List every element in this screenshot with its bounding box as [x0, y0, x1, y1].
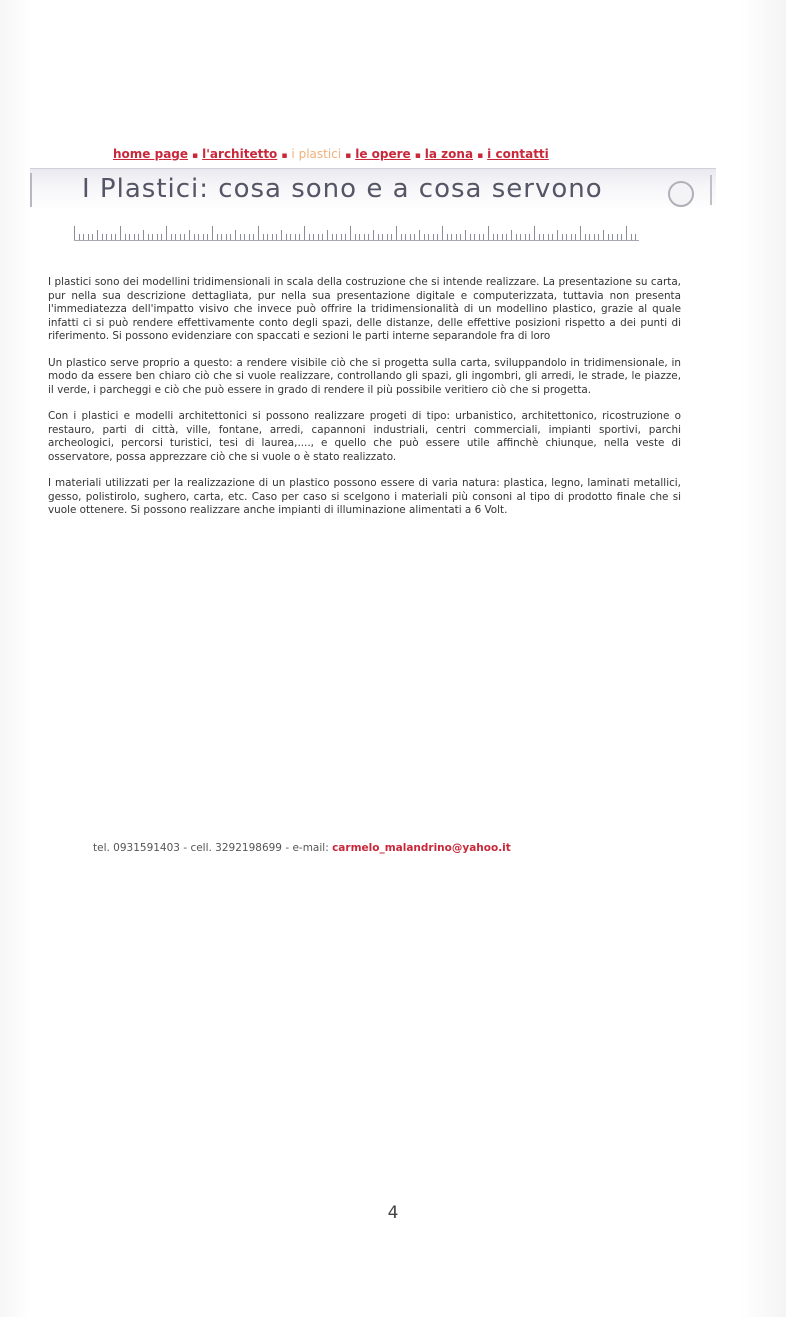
ruler-tick [382, 234, 383, 240]
ruler-tick [88, 234, 89, 240]
ruler-tick [433, 234, 434, 240]
ruler-tick [83, 234, 84, 240]
ruler-tick [97, 230, 98, 240]
ruler-tick [368, 234, 369, 240]
ruler-tick [249, 234, 250, 240]
main-content [48, 276, 681, 531]
ruler-tick [401, 234, 402, 240]
ruler-tick [451, 234, 452, 240]
ruler-tick [152, 234, 153, 240]
contact-info: tel. 0931591403 - cell. 3292198699 - e-mail: [93, 842, 329, 854]
ruler-tick [506, 234, 507, 240]
ruler-tick [111, 234, 112, 240]
ruler-tick [447, 234, 448, 240]
ruler-tick [240, 234, 241, 240]
nav-link-zona[interactable]: la zona [424, 147, 474, 161]
nav-link-opere[interactable]: le opere [355, 147, 411, 161]
ruler-tick [327, 230, 328, 240]
ruler-tick [189, 230, 190, 240]
ruler-tick [497, 234, 498, 240]
ruler-tick [387, 234, 388, 240]
ruler-tick [460, 234, 461, 240]
nav-link-home-page[interactable]: home page [113, 147, 189, 161]
ruler-tick [180, 234, 181, 240]
ruler-tick [272, 234, 273, 240]
ruler-tick [106, 234, 107, 240]
ruler-tick [332, 234, 333, 240]
ruler-tick [148, 234, 149, 240]
ruler-tick [617, 234, 618, 240]
ruler-tick [575, 234, 576, 240]
ruler-tick [456, 234, 457, 240]
ruler-tick [557, 230, 558, 240]
ruler-tick [603, 230, 604, 240]
ruler-tick [552, 234, 553, 240]
ruler-tick [529, 234, 530, 240]
ruler-tick [543, 234, 544, 240]
ruler-tick [585, 234, 586, 240]
ruler-tick [207, 234, 208, 240]
ruler-tick [230, 234, 231, 240]
ruler-tick [226, 234, 227, 240]
ruler-tick [612, 234, 613, 240]
ruler-tick [276, 234, 277, 240]
ruler-tick [621, 234, 622, 240]
ruler-tick [92, 234, 93, 240]
content-paragraph: I plastici sono dei modellini tridimensionali in scala della costruzione che si intende realizzare. La presentazione su carta, pur nella sua descrizione dettagliata, pur nella sua presentazione digitale e computerizzata, tuttavia non presenta l'immediatezza dell'impatto visivo che invece può offrire la tridimensionalità di un modellino plastico, grazie al quale infatti ci si può rendere effettivamente conto degli spazi, delle distanze, delle effettive posizioni rispetto a dei punti di riferimento. Si possono evidenziare con spaccati e sezioni le parti interne separandole fra di loro [48, 276, 681, 342]
ruler-tick [299, 234, 300, 240]
ruler-tick [345, 234, 346, 240]
ruler-tick [157, 234, 158, 240]
ruler-tick [350, 226, 351, 240]
content-paragraph: Un plastico serve proprio a questo: a rendere visibile ciò che si progetta sulla carta, sviluppandolo in tridimensionale, in modo da essere ben chiaro ciò che si vuole realizzare, controllando gli spazi, gli ingombri, gli arredi, le strade, le piazze, il verde, i parcheggi e ciò che può essere in grado di rendere il più possibile veritiero ciò che si progetta. [48, 356, 681, 396]
ruler-tick [175, 234, 176, 240]
ruler-tick [258, 226, 259, 240]
ruler-tick [608, 234, 609, 240]
ruler-tick [217, 234, 218, 240]
ruler-tick [129, 234, 130, 240]
ruler-tick [373, 230, 374, 240]
ruler-tick [442, 226, 443, 240]
ruler-tick [437, 234, 438, 240]
ruler-tick [589, 234, 590, 240]
ruler-tick [125, 234, 126, 240]
ruler-tick [198, 234, 199, 240]
ruler-tick [470, 234, 471, 240]
ruler-tick [253, 234, 254, 240]
ruler-tick [341, 234, 342, 240]
nav-separator: ▪ [281, 151, 288, 161]
ruler-tick [493, 234, 494, 240]
ruler-tick [419, 230, 420, 240]
nav-link-contatti[interactable]: i contatti [487, 147, 549, 161]
ruler-tick [534, 226, 535, 240]
nav-separator: ▪ [192, 151, 199, 161]
ruler-tick [580, 226, 581, 240]
ruler-tick [138, 234, 139, 240]
ruler-tick [336, 234, 337, 240]
ruler-tick [194, 234, 195, 240]
ruler-tick [396, 226, 397, 240]
content-paragraph: Con i plastici e modelli architettonici si possono realizzare progeti di tipo: urbanistico, architettonico, ricostruzione o restauro, parti di città, ville, fontane, arredi, capannoni industriali, centri commerciali, impianti sportivi, parchi archeologici, percorsi turistici, tesi di laurea,...., e quello che può essere utile affinchè chiunque, nella veste di osservatore, possa apprezzare ciò che si vuole o è stato realizzato. [48, 410, 681, 463]
ruler-tick [520, 234, 521, 240]
nav-link-plastici[interactable]: i plastici [291, 147, 342, 161]
ruler-tick [263, 234, 264, 240]
ruler-decoration [74, 222, 639, 241]
banner-left-edge [30, 173, 32, 207]
banner-right-edge [710, 175, 712, 205]
ruler-tick [474, 234, 475, 240]
ruler-tick [212, 226, 213, 240]
ruler-tick [483, 234, 484, 240]
ruler-tick [502, 234, 503, 240]
ruler-tick [143, 230, 144, 240]
top-navigation [113, 147, 633, 161]
page-title: I Plastici: cosa sono e a cosa servono [82, 174, 603, 204]
ruler-tick [309, 234, 310, 240]
ruler-tick [290, 234, 291, 240]
ruler-tick [355, 234, 356, 240]
ruler-tick [465, 230, 466, 240]
ruler-tick [405, 234, 406, 240]
ruler-tick [286, 234, 287, 240]
ruler-tick [74, 226, 75, 240]
ruler-tick [235, 230, 236, 240]
ruler-tick [414, 234, 415, 240]
nav-separator: ▪ [345, 151, 352, 161]
ruler-tick [295, 234, 296, 240]
ruler-tick [134, 234, 135, 240]
ruler-tick [120, 226, 121, 240]
ruler-tick [594, 234, 595, 240]
ruler-tick [304, 226, 305, 240]
nav-link-architetto[interactable]: l'architetto [202, 147, 278, 161]
ruler-tick [378, 234, 379, 240]
circle-ornament-icon [668, 181, 694, 207]
ruler-tick [539, 234, 540, 240]
ruler-tick [566, 234, 567, 240]
nav-separator: ▪ [414, 151, 421, 161]
ruler-tick [79, 234, 80, 240]
email-link[interactable]: carmelo_malandrino@yahoo.it [332, 842, 511, 854]
ruler-tick [102, 234, 103, 240]
ruler-tick [428, 234, 429, 240]
ruler-tick [626, 226, 627, 240]
ruler-tick [511, 230, 512, 240]
ruler-tick [525, 234, 526, 240]
footer-contacts [93, 842, 653, 854]
ruler-tick [359, 234, 360, 240]
ruler-tick [364, 234, 365, 240]
page-number: 4 [387, 1203, 399, 1223]
ruler-tick [488, 226, 489, 240]
ruler-tick [410, 234, 411, 240]
ruler-tick [203, 234, 204, 240]
ruler-tick [631, 234, 632, 240]
ruler-tick [184, 234, 185, 240]
ruler-tick [244, 234, 245, 240]
ruler-tick [115, 234, 116, 240]
ruler-tick [562, 234, 563, 240]
ruler-tick [322, 234, 323, 240]
ruler-tick [391, 234, 392, 240]
ruler-tick [171, 234, 172, 240]
ruler-tick [598, 234, 599, 240]
content-paragraph: I materiali utilizzati per la realizzazione di un plastico possono essere di varia natura: plastica, legno, laminati metallici, gesso, polistirolo, sughero, carta, etc. Caso per caso si scelgono i materiali più consoni al tipo di prodotto finale che si vuole ottenere. Si possono realizzare anche impianti di illuminazione alimentati a 6 Volt. [48, 477, 681, 516]
ruler-tick [516, 234, 517, 240]
ruler-tick [548, 234, 549, 240]
ruler-tick [281, 230, 282, 240]
nav-separator: ▪ [477, 151, 484, 161]
ruler-tick [166, 226, 167, 240]
ruler-tick [424, 234, 425, 240]
ruler-tick [318, 234, 319, 240]
ruler-tick [267, 234, 268, 240]
ruler-tick [313, 234, 314, 240]
ruler-tick [479, 234, 480, 240]
ruler-tick [161, 234, 162, 240]
ruler-tick [635, 234, 636, 240]
ruler-tick [571, 234, 572, 240]
ruler-tick [221, 234, 222, 240]
